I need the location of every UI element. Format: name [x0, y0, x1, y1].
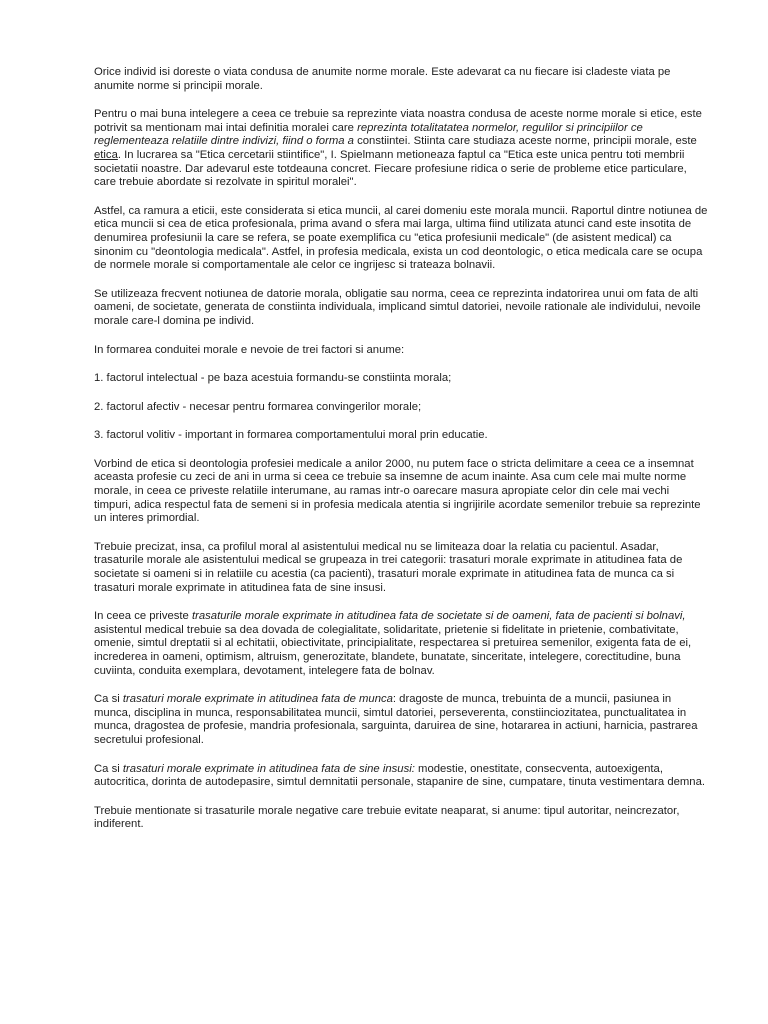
- paragraph-moral-profile: Trebuie precizat, insa, ca profilul moral al asistentului medical nu se limiteaza doar la relatia cu pacientul. Asadar, trasaturile morale ale asistentului medical se grupeaza in trei categorii: trasaturi morale exprimate in atitudinea fata de societate si oameni si in relatiile cu acestia (ca pacienti), trasaturi morale exprimate in atitudinea fata de munca ca si trasaturi morale exprimate in atitudinea fata de sine insusi.: [94, 540, 683, 594]
- list-item-factor-volitive: 3. factorul volitiv - important in formarea comportamentului moral prin educatie.: [94, 429, 488, 442]
- text-run: . In lucrarea sa "Etica cercetarii stiintifice", I. Spielmann metioneaza faptul ca "Etica este unica pentru toti membrii societatii noastre. Dar adevarul este totdeauna concret. Fiecare profesiune ridica o serie de probleme etice particulare, care trebuie abordate si rezolvate in spiritul moralei".: [94, 148, 687, 189]
- paragraph-work-traits: [94, 693, 708, 747]
- text-run: Ca si: [94, 693, 123, 706]
- italic-work-traits: trasaturi morale exprimate in atitudinea fata de munca: [122, 693, 393, 706]
- paragraph-negative-traits: Trebuie mentionate si trasaturile morale negative care trebuie evitate neaparat, si anume: tipul autoritar, neincrezator, indiferent.: [94, 804, 680, 831]
- paragraph-intro: Orice individ isi doreste o viata condusa de anumite norme morale. Este adevarat ca nu fiecare isi cladeste viata pe anumite norme si principii morale.: [94, 66, 671, 92]
- list-item-factor-affective: 2. factorul afectiv - necesar pentru formarea convingerilor morale;: [94, 400, 422, 413]
- text-run: constiintei. Stiinta care studiaza aceste norme, principii morale, este: [353, 135, 697, 148]
- paragraph-moral-duty: Se utilizeaza frecvent notiunea de datorie morala, obligatie sau norma, ceea ce reprezinta indatorirea unui om fata de alti oameni, de societate, generata de constiinta individuala, implicand simtul datoriei, nevoile rationale ale individului, nevoile morale care-l domina pe individ.: [94, 287, 701, 327]
- paragraph-self-traits: [94, 763, 708, 790]
- text-run: In ceea ce priveste: [94, 610, 192, 623]
- text-run: modestie, onestitate, consecventa, autoexigenta, autocritica, dorinta de autodepasire, simtul demnitatii personale, stapanire de sine, cumpatare, tinuta vestimentara demna.: [94, 762, 705, 789]
- etica-link[interactable]: etica: [94, 148, 118, 161]
- italic-self-traits: trasaturi morale exprimate in atitudinea fata de sine insusi:: [122, 762, 415, 775]
- italic-society-traits: trasaturile morale exprimate in atitudinea fata de societate si de oameni, fata de pacienti si bolnavi,: [191, 610, 686, 623]
- text-run: Ca si: [94, 762, 123, 775]
- text-run: Pentru o mai buna intelegere a ceea ce trebuie sa reprezinte viata noastra condusa de aceste norme morale si etice, este potrivit sa mentionam mai intai definitia moralei care: [94, 108, 702, 134]
- paragraph-year-2000: Vorbind de etica si deontologia profesiei medicale a anilor 2000, nu putem face o stricta delimitare a ceea ce a insemnat aceasta profesie cu zeci de ani in urma si ceea ce trebuie sa insemne de acum inainte. Asa cum cele mai multe norme morale, in ceea ce priveste relatiile interumane, au ramas intr-o oarecare masura apropiate celor din cele mai vechi timpuri, adica respectul fata de semeni si in profesia medicala atentia si ingrijirile acordate semenilor trebuie sa reprezinte un interes primordial.: [94, 457, 701, 525]
- italic-definition: reprezinta totalitatatea normelor, regulilor si principiilor ce reglementeaza relatiile dintre indivizi, fiind o forma a: [94, 121, 643, 148]
- paragraph-factors-intro: In formarea conduitei morale e nevoie de trei factori si anume:: [94, 343, 405, 356]
- list-item-factor-intellectual: 1. factorul intelectual - pe baza acestuia formandu-se constiinta morala;: [94, 372, 452, 385]
- paragraph-work-ethics: Astfel, ca ramura a eticii, este considerata si etica muncii, al carei domeniu este morala muncii. Raportul dintre notiunea de etica muncii si cea de etica profesionala, prima avand o sfera mai larga, ultima fiind utilizata atunci cand este insotita de denumirea profesiunii la care se refera, se poate exemplifica cu "etica profesiunii medicale" (de asistent medical) ca sinonim cu "deontologia medicala". Astfel, in profesia medicala, exista un cod deontologic, o etica medicala care se ocupa de normele morale si comportamentale ale celor ce ingrijesc si trateaza bolnavii.: [94, 204, 708, 272]
- paragraph-definition: [94, 108, 708, 190]
- text-run: asistentul medical trebuie sa dea dovada de colegialitate, solidaritate, prietenie si fidelitate in prietenie, combativitate, omenie, simtul dreptatii si al echitatii, obiectivitate, principialitate, respectarea si pretuirea semenilor, exigenta fata de ei, increderea in oameni, optimism, altruism, generozitate, blandete, bunatate, sinceritate, intelegere, corectitudine, buna cuviinta, conduita exemplara, devotament, intelegere fata de bolnav.: [94, 623, 692, 677]
- paragraph-society-traits: [94, 610, 708, 678]
- text-run: : dragoste de munca, trebuinta de a muncii, pasiunea in munca, disciplina in munca, responsabilitatea muncii, simtul datoriei, perseverenta, constiinciozitatea, punctualitatea in munca, dragostea de profesie, mandria profesionala, sarguinta, daruirea de sine, hotararea in actiuni, harnicia, pastrarea secretului profesional.: [94, 693, 698, 746]
